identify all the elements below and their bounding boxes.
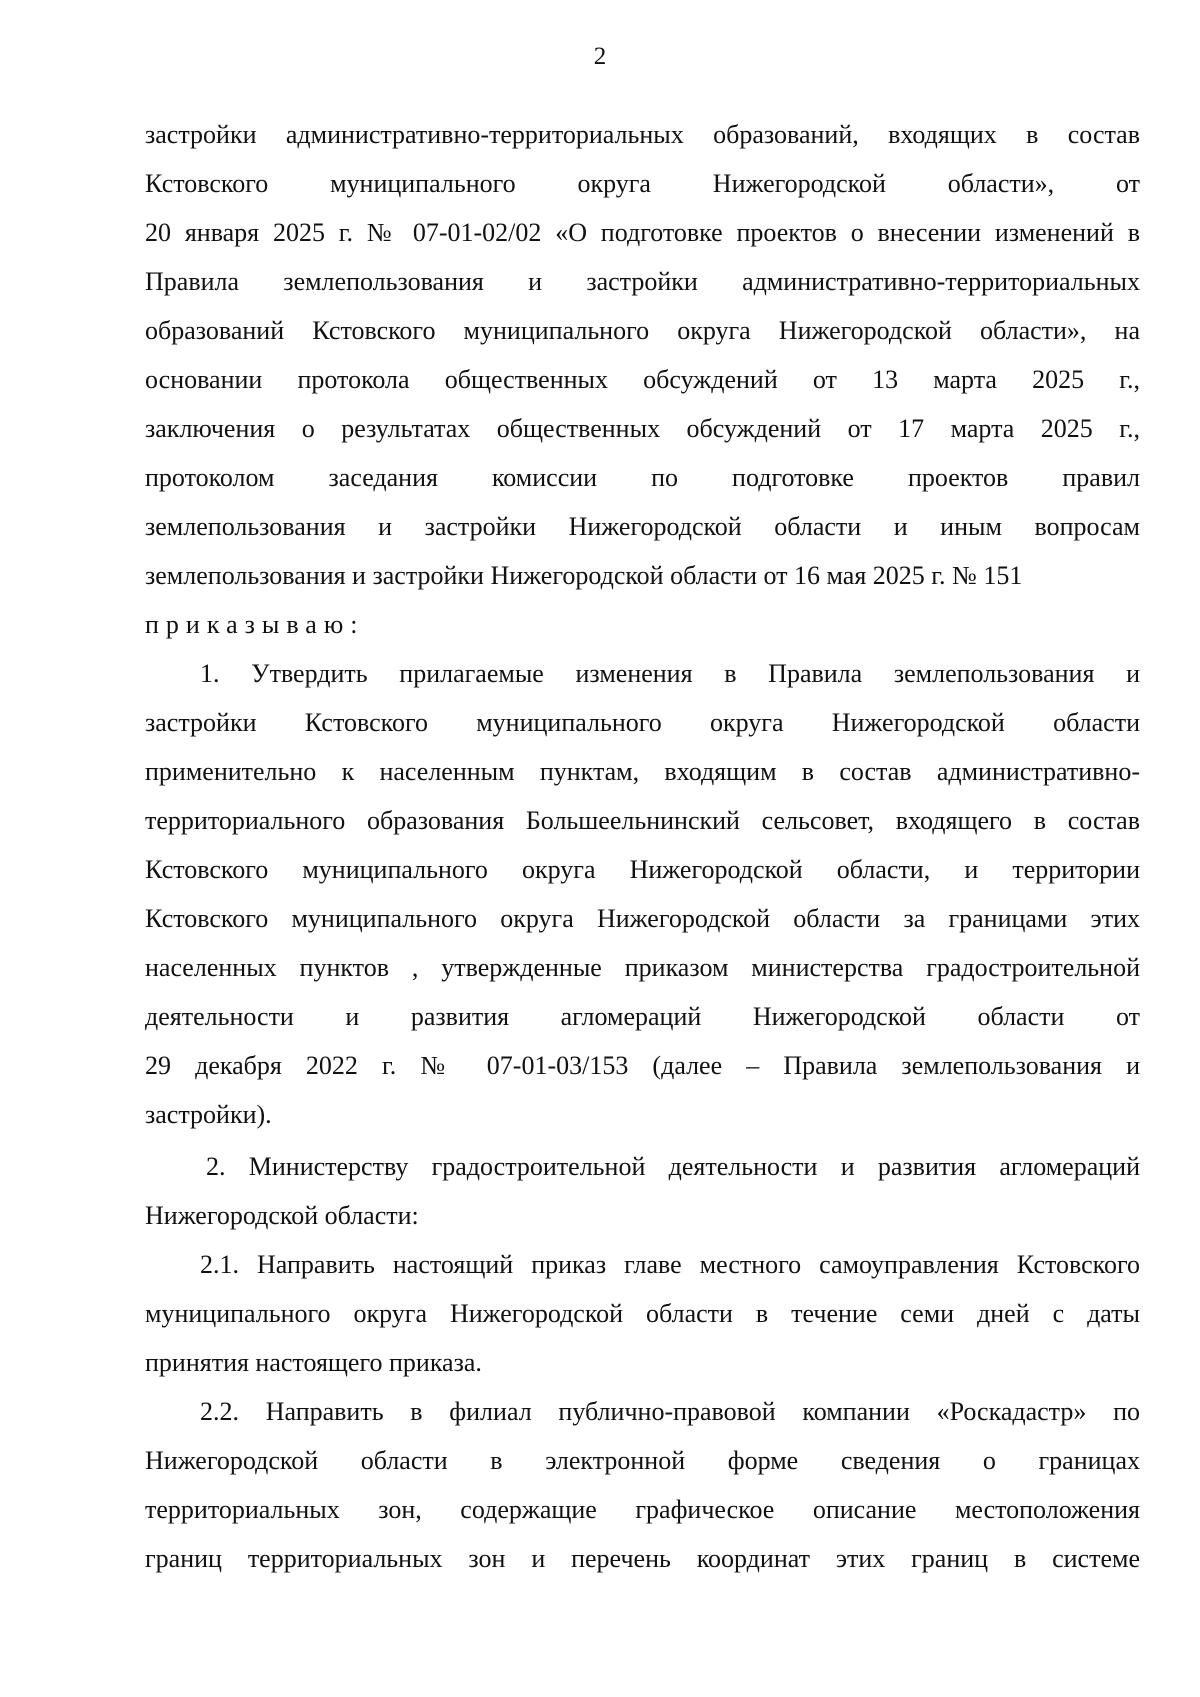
text-line: применительно к населенным пунктам, входящим в состав административно- xyxy=(145,757,1140,786)
text-line: основании протокола общественных обсуждений от 13 марта 2025 г., xyxy=(145,365,1140,394)
text-line: границ территориальных зон и перечень координат этих границ в системе xyxy=(145,1544,1140,1573)
text-line: землепользования и застройки Нижегородской области и иным вопросам xyxy=(145,512,1140,541)
paragraph-2-start: 2. Министерству градостроительной деятельности и развития агломераций xyxy=(206,1152,1140,1181)
paragraph-1-start: 1. Утвердить прилагаемые изменения в Правила землепользования и xyxy=(200,659,1140,688)
text-line: образований Кстовского муниципального округа Нижегородской области», на xyxy=(145,316,1140,345)
text-line: 29 декабря 2022 г. № 07-01-03/153 (далее – Правила землепользования и xyxy=(145,1051,1140,1080)
text-line: Правила землепользования и застройки административно-территориальных xyxy=(145,267,1140,296)
text-line: Нижегородской области в электронной форме сведения о границах xyxy=(145,1446,1140,1475)
text-line: деятельности и развития агломераций Нижегородской области от xyxy=(145,1002,1140,1031)
text-line: принятия настоящего приказа. xyxy=(145,1348,482,1377)
text-line: заключения о результатах общественных обсуждений от 17 марта 2025 г., xyxy=(145,414,1140,443)
text-line: территориального образования Большеельнинский сельсовет, входящего в состав xyxy=(145,806,1140,835)
text-line: застройки административно-территориальных образований, входящих в состав xyxy=(145,120,1140,149)
text-line: протоколом заседания комиссии по подготовке проектов правил xyxy=(145,463,1140,492)
text-line: застройки). xyxy=(145,1100,272,1129)
text-line: Нижегородской области: xyxy=(145,1201,419,1230)
text-line: населенных пунктов , утвержденные приказом министерства градостроительной xyxy=(145,953,1140,982)
text-line: Кстовского муниципального округа Нижегородской области, и территории xyxy=(145,855,1140,884)
document-body xyxy=(145,110,1140,1583)
paragraph-2-1-start: 2.1. Направить настоящий приказ главе местного самоуправления Кстовского xyxy=(200,1250,1140,1279)
text-line: Кстовского муниципального округа Нижегородской области», от xyxy=(145,169,1140,198)
text-line: Кстовского муниципального округа Нижегородской области за границами этих xyxy=(145,904,1140,933)
text-line: территориальных зон, содержащие графическое описание местоположения xyxy=(145,1495,1140,1524)
page-number: 2 xyxy=(593,43,607,70)
text-line: застройки Кстовского муниципального округа Нижегородской области xyxy=(145,708,1140,737)
text-line: землепользования и застройки Нижегородской области от 16 мая 2025 г. № 151 xyxy=(145,561,1023,590)
text-line: муниципального округа Нижегородской области в течение семи дней с даты xyxy=(145,1299,1140,1328)
order-word: приказываю: xyxy=(145,610,365,639)
text-line: 20 января 2025 г. № 07-01-02/02 «О подготовке проектов о внесении изменений в xyxy=(145,218,1140,247)
paragraph-2-2-start: 2.2. Направить в филиал публично-правовой компании «Роскадастр» по xyxy=(200,1397,1140,1426)
